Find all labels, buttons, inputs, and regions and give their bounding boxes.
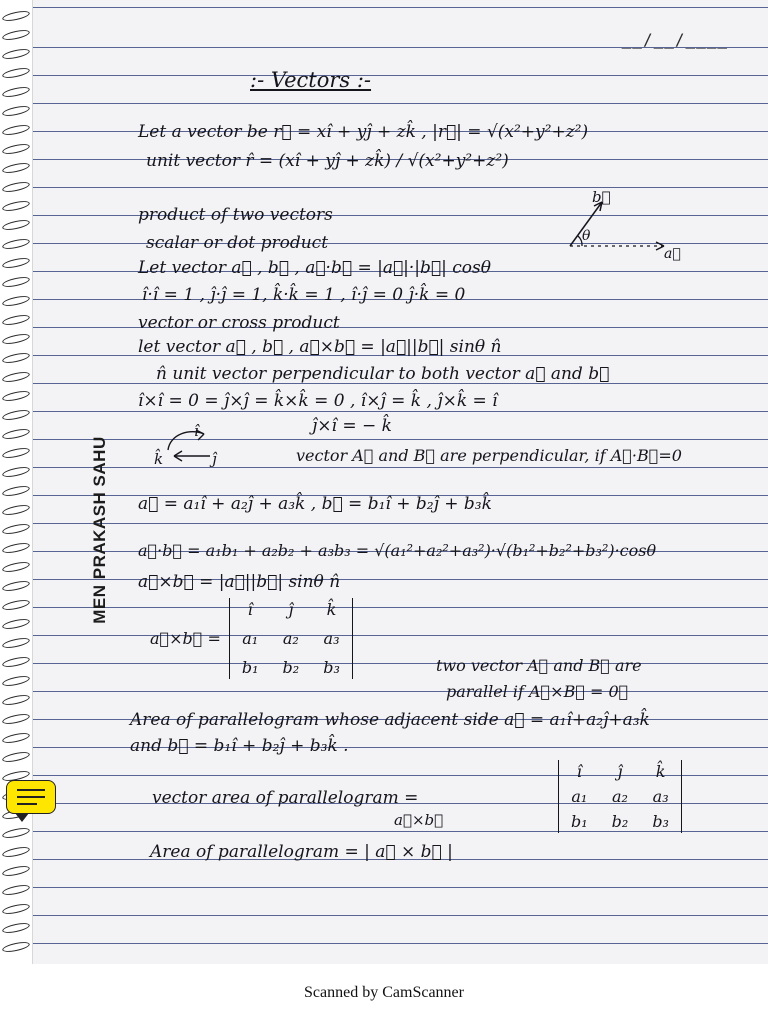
det2-cell: b₁ xyxy=(559,808,600,833)
binding-ring xyxy=(1,921,30,935)
binding-ring xyxy=(1,826,30,840)
det1-cell: b₁ xyxy=(229,650,270,679)
author-watermark: MEN PRAKASH SAHU xyxy=(90,436,109,624)
det1-cell: b₃ xyxy=(311,650,352,679)
vector-components: a⃗ = a₁î + a₂ĵ + a₃k̂ , b⃗ = b₁î + b₂ĵ + b₃k̂ xyxy=(138,494,492,514)
binding-ring xyxy=(1,332,30,346)
binding-ring xyxy=(1,560,30,574)
binding-ring xyxy=(1,28,30,42)
binding-ring xyxy=(1,161,30,175)
det1-cell: a₃ xyxy=(311,621,352,650)
binding-ring xyxy=(1,845,30,859)
binding-ring xyxy=(1,180,30,194)
binding-ring xyxy=(1,351,30,365)
binding-ring xyxy=(1,370,30,384)
binding-ring xyxy=(1,674,30,688)
binding-ring xyxy=(1,142,30,156)
binding-ring xyxy=(1,940,30,954)
binding-ring xyxy=(1,408,30,422)
binding-ring xyxy=(1,218,30,232)
det1-cell: k̂ xyxy=(311,598,352,621)
cross-product-definition: let vector a⃗ , b⃗ , a⃗×b⃗ = |a⃗||b⃗| sinθ n̂ xyxy=(138,337,502,357)
cycle-label-j: ĵ xyxy=(212,450,217,468)
binding-ring xyxy=(1,522,30,536)
binding-ring xyxy=(1,237,30,251)
det2-cell: a₁ xyxy=(559,783,600,808)
binding-ring xyxy=(1,294,30,308)
perpendicular-condition: vector A⃗ and B⃗ are perpendicular, if A⃗·B⃗=0 xyxy=(296,446,682,465)
det1-cell: ĵ xyxy=(288,600,294,619)
unit-vector-line: unit vector r̂ = (xî + yĵ + zk̂) / √(x²+y²+z²) xyxy=(146,151,509,171)
det2-cell: î xyxy=(559,760,600,783)
binding-ring xyxy=(1,617,30,631)
binding-ring xyxy=(1,864,30,878)
det2-cell: a₂ xyxy=(612,787,628,806)
dot-unit-vectors: î·î = 1 , ĵ·ĵ = 1, k̂·k̂ = 1 , î·ĵ = 0 ĵ·k̂ = 0 xyxy=(142,285,466,305)
binding-ring xyxy=(1,902,30,916)
j-cross-i-line: ĵ×î = − k̂ xyxy=(312,416,392,436)
binding-ring xyxy=(1,598,30,612)
binding-ring xyxy=(1,712,30,726)
binding-ring xyxy=(1,389,30,403)
area-statement-line-1: Area of parallelogram whose adjacent side a⃗ = a₁î+a₂ĵ+a₃k̂ xyxy=(130,710,650,730)
dot-product-definition: Let vector a⃗ , b⃗ , a⃗·b⃗ = |a⃗|·|b⃗| cosθ xyxy=(138,258,491,278)
det2-cell: b₃ xyxy=(640,808,681,833)
det1-cell: b₂ xyxy=(282,658,300,677)
dot-product-components: a⃗·b⃗ = a₁b₁ + a₂b₂ + a₃b₃ = √(a₁²+a₂²+a₃²)·√(b₁²+b₂²+b₃²)·cosθ xyxy=(138,541,657,560)
binding-ring xyxy=(1,66,30,80)
binding-ring xyxy=(1,104,30,118)
cycle-label-k: k̂ xyxy=(154,450,164,468)
angle-diagram xyxy=(552,188,682,268)
binding-ring xyxy=(1,579,30,593)
binding-ring xyxy=(1,256,30,270)
scalar-product-title: scalar or dot product xyxy=(146,233,329,253)
page-heading: :- Vectors :- xyxy=(250,68,372,92)
det1-cell: a₁ xyxy=(229,621,270,650)
binding-ring xyxy=(1,85,30,99)
cross-product-determinant xyxy=(138,598,353,679)
binding-ring xyxy=(1,731,30,745)
comment-icon[interactable] xyxy=(6,780,56,814)
scanner-footer: Scanned by CamScanner xyxy=(304,984,464,1001)
binding-ring xyxy=(1,636,30,650)
binding-ring xyxy=(1,427,30,441)
diagram-label-theta: θ xyxy=(582,228,591,244)
binding-ring xyxy=(1,693,30,707)
det2-cell: k̂ xyxy=(640,760,681,783)
binding-ring xyxy=(1,655,30,669)
binding-ring xyxy=(1,275,30,289)
diagram-label-a: a⃗ xyxy=(664,246,681,262)
binding-ring xyxy=(1,199,30,213)
parallel-condition-line-2: parallel if A⃗×B⃗ = 0⃗ xyxy=(446,682,629,701)
binding-ring xyxy=(1,465,30,479)
binding-ring xyxy=(1,9,30,23)
ijk-cycle-diagram xyxy=(150,420,230,468)
det1-cell: a₂ xyxy=(282,629,299,648)
diagram-label-b: b⃗ xyxy=(592,188,611,206)
det2-cell: a₃ xyxy=(640,783,681,808)
vector-area-sublabel: a⃗×b⃗ xyxy=(394,811,444,829)
det2-cell: b₂ xyxy=(611,812,629,831)
binding-ring xyxy=(1,446,30,460)
parallel-condition-line-1: two vector A⃗ and B⃗ are xyxy=(436,656,642,675)
det2-cell: ĵ xyxy=(617,762,623,781)
n-hat-description: n̂ unit vector perpendicular to both vector a⃗ and b⃗ xyxy=(156,364,610,384)
vector-definition: Let a vector be r⃗ = xî + yĵ + zk̂ , |r⃗| = √(x²+y²+z²) xyxy=(138,122,589,142)
binding-ring xyxy=(1,47,30,61)
cross-product-magnitude: a⃗×b⃗ = |a⃗||b⃗| sinθ n̂ xyxy=(138,572,341,592)
binding-ring xyxy=(1,123,30,137)
area-determinant xyxy=(558,760,682,833)
cross-product-title: vector or cross product xyxy=(138,313,340,333)
det1-cell: î xyxy=(229,598,270,621)
binding-ring xyxy=(1,750,30,764)
area-statement-line-2: and b⃗ = b₁î + b₂ĵ + b₃k̂ . xyxy=(130,736,349,756)
binding-ring xyxy=(1,503,30,517)
area-final-formula: Area of parallelogram = | a⃗ × b⃗ | xyxy=(150,842,453,862)
binding-ring xyxy=(1,484,30,498)
vector-area-label: vector area of parallelogram = xyxy=(152,788,419,808)
product-title: product of two vectors xyxy=(138,205,333,225)
cycle-label-i: î xyxy=(194,422,199,440)
binding-ring xyxy=(1,313,30,327)
determinant-prefix: a⃗×b⃗ = xyxy=(150,629,221,648)
cross-unit-vectors: î×î = 0 = ĵ×ĵ = k̂×k̂ = 0 , î×ĵ = k̂ , ĵ×k̂ = î xyxy=(138,391,498,411)
date-field: __/__/____ xyxy=(621,30,728,49)
binding-ring xyxy=(1,541,30,555)
binding-ring xyxy=(1,883,30,897)
